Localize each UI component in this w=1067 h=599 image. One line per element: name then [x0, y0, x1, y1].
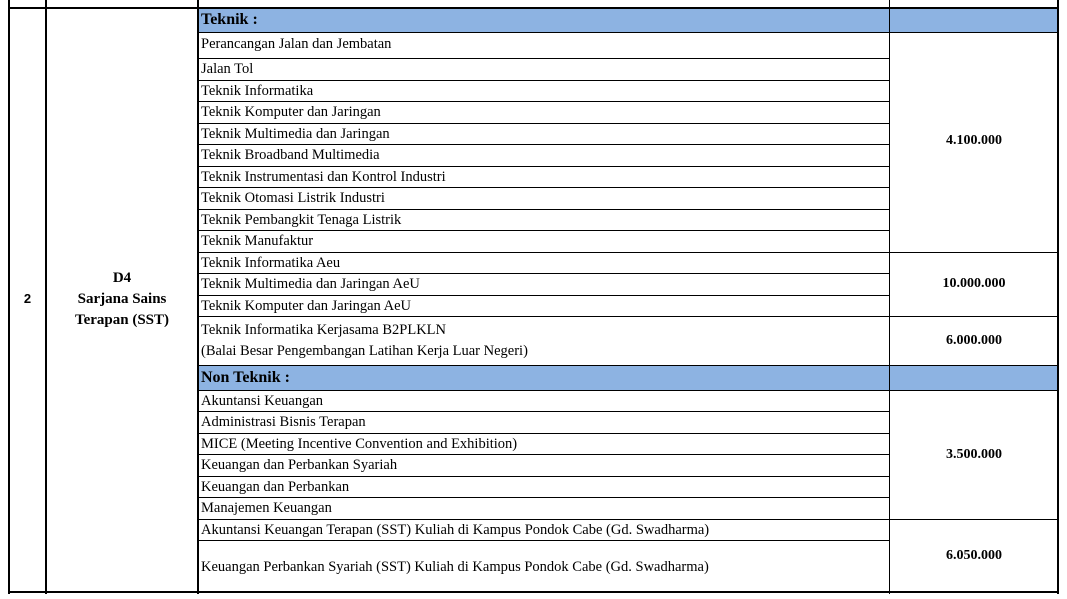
program-item: Manajemen Keuangan [201, 500, 332, 516]
program-item: Akuntansi Keuangan [201, 393, 324, 409]
teknik-header-band [198, 8, 1058, 32]
program-item: Teknik Informatika [201, 83, 314, 99]
program-item: MICE (Meeting Incentive Convention and Exhibition) [201, 436, 518, 452]
program-item: Teknik Manufaktur [201, 233, 314, 249]
program-item: Keuangan Perbankan Syariah (SST) Kuliah di Kampus Pondok Cabe (Gd. Swadharma) [201, 559, 709, 575]
program-item: Teknik Informatika Aeu [201, 255, 341, 271]
program-item-note: (Balai Besar Pengembangan Latihan Kerja Luar Negeri) [201, 343, 528, 359]
fee-value: 3.500.000 [946, 447, 1002, 462]
program-item: Teknik Instrumentasi dan Kontrol Industri [201, 169, 446, 185]
fee-value: 6.050.000 [946, 548, 1002, 563]
program-item: Akuntansi Keuangan Terapan (SST) Kuliah di Kampus Pondok Cabe (Gd. Swadharma) [201, 522, 710, 538]
non-teknik-header: Non Teknik : [201, 369, 290, 386]
program-item: Teknik Komputer dan Jaringan [201, 104, 381, 120]
non-teknik-header-band [198, 366, 1058, 390]
program-item: Teknik Multimedia dan Jaringan [201, 126, 390, 142]
fee-value: 6.000.000 [946, 333, 1002, 348]
degree-level: D4 [112, 270, 132, 286]
fee-value: 10.000.000 [942, 276, 1006, 291]
degree-name-line1: Sarjana Sains [77, 291, 167, 307]
program-item: Administrasi Bisnis Terapan [201, 414, 366, 430]
program-item: Teknik Otomasi Listrik Industri [201, 190, 385, 206]
program-item: Perancangan Jalan dan Jembatan [201, 36, 392, 52]
program-item: Jalan Tol [201, 61, 254, 77]
teknik-header: Teknik : [201, 11, 258, 28]
degree-name-line2: Terapan (SST) [74, 312, 170, 328]
program-item: Teknik Komputer dan Jaringan AeU [201, 298, 411, 314]
degree-cell [47, 268, 197, 331]
program-item: Teknik Broadband Multimedia [201, 147, 380, 163]
program-item: Keuangan dan Perbankan [201, 479, 350, 495]
program-item: Teknik Informatika Kerjasama B2PLKLN [201, 322, 447, 338]
program-item: Teknik Multimedia dan Jaringan AeU [201, 276, 420, 292]
program-item: Teknik Pembangkit Tenaga Listrik [201, 212, 402, 228]
fee-value: 4.100.000 [946, 133, 1002, 148]
row-number: 2 [23, 291, 32, 306]
program-item: Keuangan dan Perbankan Syariah [201, 457, 398, 473]
